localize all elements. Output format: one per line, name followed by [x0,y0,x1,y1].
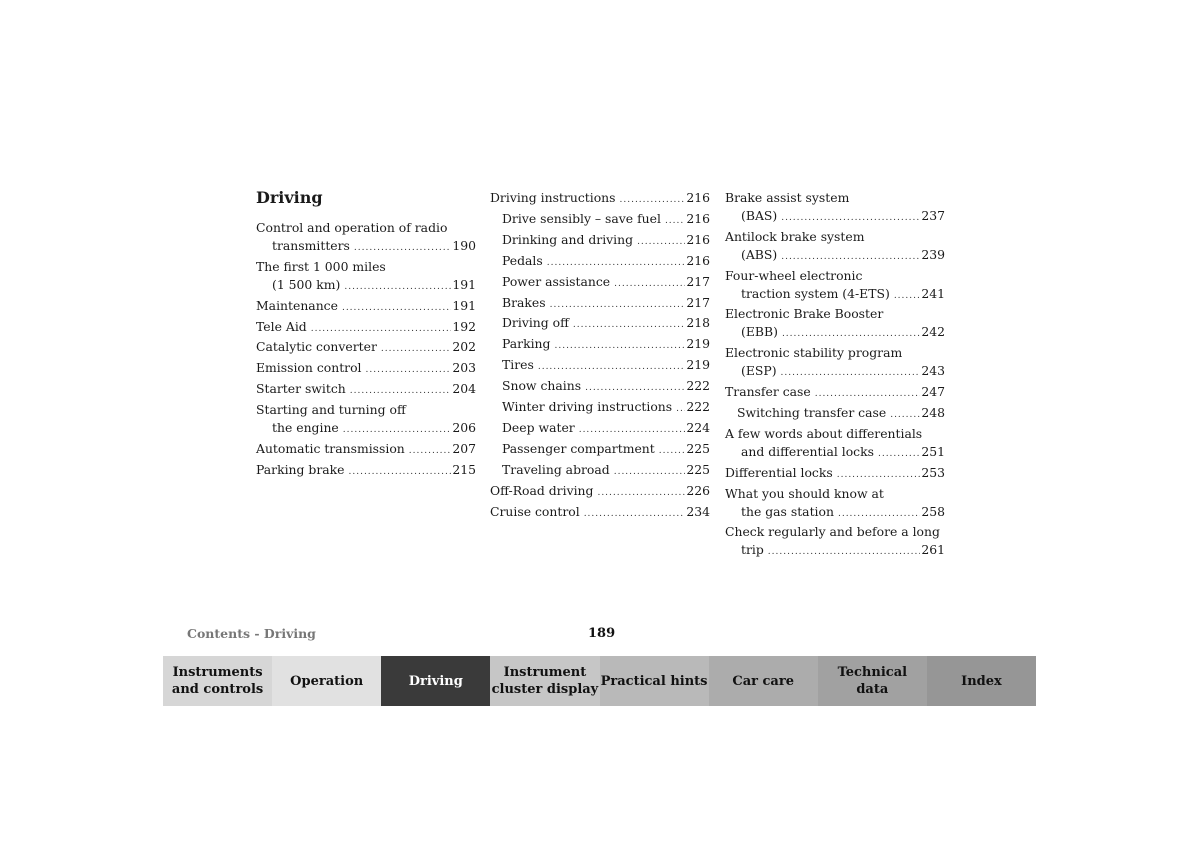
toc-entry-title: Electronic Brake Booster [725,306,884,322]
toc-entry-title: Drinking and driving [502,231,634,247]
toc-entry-line [725,383,945,404]
toc-entry-line [725,228,945,246]
toc-page-number: 247 [921,384,945,400]
toc-entry[interactable] [725,267,945,306]
dot-leader [894,288,921,306]
toc-entry[interactable] [725,228,945,267]
toc-entry[interactable] [490,419,710,440]
toc-entry[interactable] [490,482,710,503]
toc-entry[interactable] [256,359,476,380]
dot-leader [554,338,685,356]
toc-entry-line [502,377,710,398]
toc-column-2 [490,189,710,524]
toc-page-number: 248 [921,404,945,420]
toc-entry-title: Traveling abroad [502,461,610,477]
toc-entry[interactable] [725,189,945,228]
toc-entry-line [490,482,710,503]
toc-entry-title: Control and operation of radio [256,220,448,235]
dot-leader [381,341,451,359]
toc-entry-title: Drive sensibly – save fuel [502,210,661,226]
toc-entry-line [256,419,476,440]
tab-car-care[interactable]: Car care [709,656,818,706]
toc-entry-title: Tele Aid [256,318,307,334]
toc-entry-title: Parking [502,336,551,352]
toc-entry-title: Maintenance [256,297,338,313]
toc-entry-line [256,440,476,461]
toc-entry-title: Emission control [256,360,362,376]
toc-entry-line [725,485,945,503]
page-number: 189 [588,626,616,641]
dot-leader [538,359,686,377]
toc-page-number: 242 [921,324,945,340]
section-title: Driving [256,188,323,207]
toc-entry-line [502,398,710,419]
toc-entry-title: Starting and turning off [256,402,406,418]
toc-entry-line [725,323,945,344]
toc-entry-line [502,210,710,231]
toc-entry-line [725,305,945,323]
toc-page-number: 226 [686,482,710,498]
toc-entry[interactable] [256,380,476,401]
toc-entry-title: trip [741,542,764,558]
toc-entry-title: (EBB) [741,324,778,340]
toc-entry-title: the gas station [741,503,834,519]
toc-entry-line [725,425,945,443]
toc-entry-title: Deep water [502,419,575,435]
toc-entry-line [725,362,945,383]
toc-entry[interactable] [490,503,710,524]
dot-leader [781,249,920,267]
toc-entry-title: Driving instructions [490,190,616,205]
toc-page-number: 216 [686,231,710,247]
toc-page-number: 216 [686,210,710,226]
toc-entry-title: A few words about differentials [725,425,923,441]
toc-entry[interactable] [490,356,710,377]
toc-entry-line [725,464,945,485]
toc-entry-title: Pedals [502,252,543,268]
toc-entry-line [256,297,476,318]
toc-entry-title: (1 500 km) [272,276,341,292]
toc-entry[interactable] [256,297,476,318]
dot-leader [614,276,685,294]
toc-page-number: 217 [686,294,710,310]
toc-entry-line [737,404,945,425]
toc-entry[interactable] [725,425,945,464]
toc-page-number: 215 [452,461,476,477]
toc-page-number: 204 [452,381,476,397]
toc-entry-title: the engine [272,420,339,436]
dot-leader [837,467,921,485]
dot-leader [366,362,452,380]
toc-page-number: 225 [686,440,710,456]
footer-section-label: Contents - Driving [187,626,316,641]
toc-entry-line [725,523,945,541]
toc-entry[interactable] [490,252,710,273]
toc-entry[interactable] [256,401,476,440]
tab-instrument-cluster-display[interactable]: Instrument cluster display [490,656,599,706]
dot-leader [584,506,686,524]
dot-leader [343,422,452,440]
dot-leader [890,407,920,425]
dot-leader [597,485,685,503]
toc-entry[interactable] [490,461,710,482]
toc-entry-title: (ABS) [741,246,778,262]
toc-page-number: 241 [921,285,945,301]
dot-leader [815,386,921,404]
toc-entry[interactable] [490,189,710,210]
dot-leader [676,401,685,419]
toc-entry-line [725,267,945,285]
toc-entry[interactable] [256,219,476,258]
toc-page-number: 216 [686,190,710,205]
toc-entry-title: Tires [502,357,534,373]
toc-page-number: 222 [686,378,710,394]
toc-page-number: 206 [452,420,476,436]
toc-entry-title: Power assistance [502,273,611,289]
toc-entry-line [725,207,945,228]
toc-entry-title: Starter switch [256,381,346,397]
chapter-tab-bar [163,656,1036,706]
toc-entry-title: Differential locks [725,464,833,480]
dot-leader [547,255,686,273]
toc-entry-line [256,338,476,359]
tab-instruments-and-controls[interactable]: Instruments and controls [163,656,272,706]
toc-page-number: 243 [921,363,945,379]
toc-entry[interactable] [490,314,710,335]
toc-entry-line [502,231,710,252]
toc-entry[interactable] [725,485,945,524]
toc-page-number: 202 [452,339,476,355]
dot-leader [637,234,685,252]
toc-entry-title: Off-Road driving [490,482,594,498]
toc-page-number: 207 [452,440,476,456]
toc-entry[interactable] [490,377,710,398]
toc-entry[interactable] [725,523,945,562]
toc-entry-title: (ESP) [741,363,777,379]
toc-entry-title: Catalytic converter [256,339,377,355]
toc-page-number: 258 [921,503,945,519]
dot-leader [659,443,686,461]
dot-leader [781,365,921,383]
dot-leader [409,443,452,461]
dot-leader [781,210,920,228]
toc-entry-title: Parking brake [256,461,345,477]
toc-entry-line [725,246,945,267]
dot-leader [585,380,685,398]
toc-entry-line [490,503,710,524]
toc-entry-title: What you should know at [725,485,884,501]
toc-page-number: 219 [686,357,710,373]
tab-practical-hints[interactable]: Practical hints [600,656,709,706]
toc-entry-line [490,189,710,210]
toc-entry-line [502,252,710,273]
toc-entry[interactable] [725,404,945,425]
toc-page-number: 190 [452,237,476,253]
toc-entry-line [725,189,945,207]
toc-page-number: 191 [452,276,476,292]
toc-entry-title: The first 1 000 miles [256,258,386,274]
dot-leader [620,192,686,210]
tab-driving[interactable]: Driving [381,656,490,706]
toc-entry-line [256,318,476,339]
toc-entry-title: Snow chains [502,378,582,394]
toc-page-number: 217 [686,273,710,289]
toc-page-number: 253 [921,464,945,480]
toc-entry[interactable] [490,440,710,461]
toc-page-number: 239 [921,246,945,262]
dot-leader [878,446,920,464]
toc-entry-title: and differential locks [741,443,874,459]
tab-operation[interactable]: Operation [272,656,381,706]
toc-page-number: 234 [686,503,710,519]
toc-entry[interactable] [256,318,476,339]
toc-entry[interactable] [256,440,476,461]
dot-leader [665,213,685,231]
toc-entry-line [502,294,710,315]
dot-leader [573,317,685,335]
toc-entry-line [256,276,476,297]
toc-entry-title: Check regularly and before a long [725,524,940,540]
toc-entry-line [502,335,710,356]
dot-leader [579,422,686,440]
toc-entry-line [725,541,945,562]
toc-entry-title: Passenger compartment [502,440,655,456]
toc-column-1 [256,219,476,482]
dot-leader [311,321,452,339]
toc-entry[interactable] [490,210,710,231]
dot-leader [342,300,451,318]
toc-page-number: 192 [452,318,476,334]
toc-entry[interactable] [490,273,710,294]
toc-entry-line [502,314,710,335]
toc-page-number: 216 [686,252,710,268]
toc-entry-title: Transfer case [725,384,811,400]
toc-entry-line [725,344,945,362]
tab-index[interactable]: Index [927,656,1036,706]
toc-entry-title: Antilock brake system [725,228,865,244]
toc-entry[interactable] [725,464,945,485]
toc-entry-title: Electronic stability program [725,345,903,361]
toc-page-number: 261 [921,542,945,558]
toc-entry-line [256,380,476,401]
toc-entry-line [256,359,476,380]
toc-entry[interactable] [725,344,945,383]
toc-entry[interactable] [490,231,710,252]
dot-leader [349,464,452,482]
dot-leader [768,544,921,562]
dot-leader [550,297,686,315]
toc-entry-line [502,419,710,440]
toc-entry-title: Winter driving instructions [502,399,673,415]
dot-leader [838,506,920,524]
toc-entry-line [725,443,945,464]
toc-entry-line [725,503,945,524]
toc-page-number: 191 [452,297,476,313]
toc-page-number: 225 [686,461,710,477]
toc-entry-line [256,401,476,419]
toc-entry-title: Brake assist system [725,190,850,205]
toc-entry[interactable] [490,335,710,356]
toc-entry-line [256,258,476,276]
toc-entry-line [725,285,945,306]
toc-page-number: 237 [921,207,945,223]
dot-leader [614,464,686,482]
toc-entry-title: Cruise control [490,503,580,519]
toc-entry-title: transmitters [272,237,350,253]
toc-page-number: 218 [686,315,710,331]
toc-page-number: 251 [921,443,945,459]
toc-entry-title: Switching transfer case [737,404,887,420]
toc-entry[interactable] [256,461,476,482]
toc-entry-title: Brakes [502,294,546,310]
toc-entry-line [502,356,710,377]
dot-leader [350,383,452,401]
toc-entry-line [256,237,476,258]
tab-technical-data[interactable]: Technical data [818,656,927,706]
toc-entry-title: Four-wheel electronic [725,267,863,283]
dot-leader [344,279,451,297]
toc-entry-title: Automatic transmission [256,440,405,456]
toc-entry-title: Driving off [502,315,569,331]
toc-entry[interactable] [490,294,710,315]
toc-page-number: 224 [686,419,710,435]
toc-entry-line [502,461,710,482]
toc-entry-line [502,273,710,294]
toc-entry[interactable] [256,258,476,297]
toc-entry-title: traction system (4-ETS) [741,285,890,301]
toc-column-3 [725,189,945,562]
toc-entry[interactable] [725,383,945,404]
toc-entry[interactable] [256,338,476,359]
toc-page-number: 203 [452,360,476,376]
toc-entry-line [256,461,476,482]
toc-entry[interactable] [725,305,945,344]
toc-entry-line [502,440,710,461]
toc-entry-title: (BAS) [741,207,778,223]
toc-entry-line [256,219,476,237]
toc-page-number: 219 [686,336,710,352]
dot-leader [354,240,451,258]
dot-leader [782,326,920,344]
toc-page-number: 222 [686,399,710,415]
toc-entry[interactable] [490,398,710,419]
